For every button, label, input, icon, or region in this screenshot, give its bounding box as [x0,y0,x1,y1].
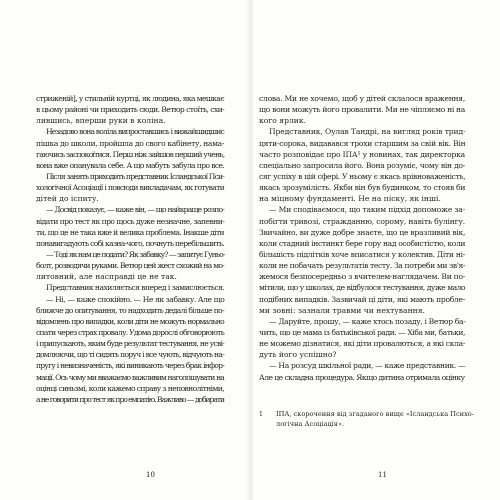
text-line: домлюючи, що ті сидять поруч і все чують, відчують на- [36,350,225,360]
text-line: Представник, Оулав Тандрі, на вигляд років трид- [269,127,466,137]
text-line: слова. Ми не хочемо, щоб у дітей склалося враження, [259,94,465,103]
text-line: дуть його успішно? [259,350,337,360]
text-line: Але це складна процедура. Якщо дитина отримала оцінку [259,372,465,382]
text-line: ти, що це не така вже й велика проблема. Інакше діти [36,227,224,237]
text-line: стриженій], у стильній куртці, як людина, яка мешкає [36,94,224,103]
text-line: — На розсуд шкільної ради, — каже представник. — [269,361,466,371]
text-line: спати через страх провалу. Удома дорослі обговорюють [36,327,225,337]
text-line: чить, що це мама із батьківської ради. — Хіба ми, батьки, [259,327,465,337]
text-line: мітили, що у школах, де відбулося тестування, дуже мало [259,283,465,293]
text-line: і припускають, яким буде результат тестування, не усві- [36,339,224,349]
right-page-number: 11 [378,471,387,479]
text-line: ближче до опитування, то надходить дедалі більше по- [36,305,224,315]
text-line: в цьому районі чи приходить сюди. Ветюр стоїть, схи- [36,105,225,115]
text-line: кого ярлик. [259,116,306,126]
text-line: що вони можуть його провалити. Ми не чіпляємо ні на [259,105,465,115]
text-line: мації. Ось чому ми вважаємо важливим наголошувати на [36,372,224,382]
text-line: Після занять приходить представник Ісландської Пси- [46,171,224,181]
text-line: Незадово вона воліла випроставшись і вижайшидшис [46,127,224,137]
text-line: більшість підлітків хоче вписатися у колектив. Діти ні- [259,249,465,259]
text-line: — Тоді як нам це подати? Як забавку? — запитує Гуньо- [46,249,225,259]
text-line: лившись, вперши руки в коліна. [36,116,166,126]
text-line: жемося безпосередньо з вчителем-наглядачем. Ви по- [259,272,465,282]
footnote [259,410,474,429]
left-page-text [36,93,224,405]
text-line: хологічної Асоціації і повсюди викладачам, як готувати [36,183,224,193]
text-line: ми зовні: зазнали травми чи нехтування. [259,305,425,315]
footnote-line: ІПА, скорочення від згаданого вище «Ісландська Психо- [276,410,474,418]
text-line: відати про тест як про щось дуже незначне, запевни- [36,216,225,226]
text-line: дітей до іспиту. [36,194,99,204]
text-line: Звичайно, ви дуже добре знаєте, що це вразливий вік, [259,227,466,237]
text-line: побігти тривозі, стражданню, сорому, навіть булінгу. [259,216,465,226]
text-line: пішка до школи, пройшла до свого кабінету, нама- [36,138,225,148]
right-page-text [259,93,465,383]
text-line: цяти-сорока, видавався трохи старшим за свій вік. Він [259,138,466,148]
left-page-number: 10 [146,471,155,479]
text-line: якась зрозумілість. Якби він був будинком, то стояв би [259,183,466,193]
text-line: відомлень про випадки, коли діти не можуть нормально [36,316,224,326]
text-line: оцінці синьзмі, коли кажемо справу з неповнолітніми, [36,383,224,393]
text-line: вона вже опанувала себе. А що мабуть забула про все. [36,160,225,170]
text-line: на міцному фундаменті. Не на піску, як інші. [259,194,441,204]
text-line: понавигадують собі казна-чого, почнуть перебільшить. [36,238,225,248]
footnote-text [259,410,474,429]
text-line: а не говорити про тест як про емпатію. Важливо — добирати [36,394,225,404]
text-line: не можемо дізнатися, які діти провалються, а які скла- [259,339,466,349]
text-line: — Ми сподіваємося, що таким підхід допоможе за- [269,205,466,215]
text-line: литовний, але насправді це не так. [36,272,177,282]
text-line: — Ні, — каже спокійно. — Не як забавку. Але що [46,294,225,304]
footnote-marker: 1 [259,411,263,418]
footnote-line: логічна Асоціація». [276,419,345,428]
text-line: пругу і невизначеність, які виникають через брак інфор- [36,361,224,371]
text-line: — Даруйте, прошу, — каже хтось позаду, і Ветюр ба- [269,316,466,326]
text-line: болт, розводячи руками. Ветюр цей жест схожий на мо- [36,261,224,271]
text-line: коли не побачать результатів тесту. За потреби ми зв'я- [259,261,466,271]
text-line: коли стадний інстинкт бере гору над особистістю, коли [259,238,466,248]
text-line: гаючись заспокоїтися. Перш ніж зайшов перший учень, [36,149,225,159]
text-line: Представник нахиляється вперед і замислюється. [46,283,225,293]
text-line: спеціально запросила його. Вона розуміє, чому він до- [259,160,465,170]
text-line: часто розповідає про ІПА¹ у новинах, так директорка [259,149,465,159]
right-page [250,0,500,500]
text-line: — Досвід показує, — каже він, — що найкраще розпо- [46,205,224,215]
text-line: подібних випадків. Зазвичай ці діти, які мають пробле- [259,294,465,304]
text-line: сяг успіху в цій сфері. У ньому є якась врівноваженість, [259,171,466,181]
